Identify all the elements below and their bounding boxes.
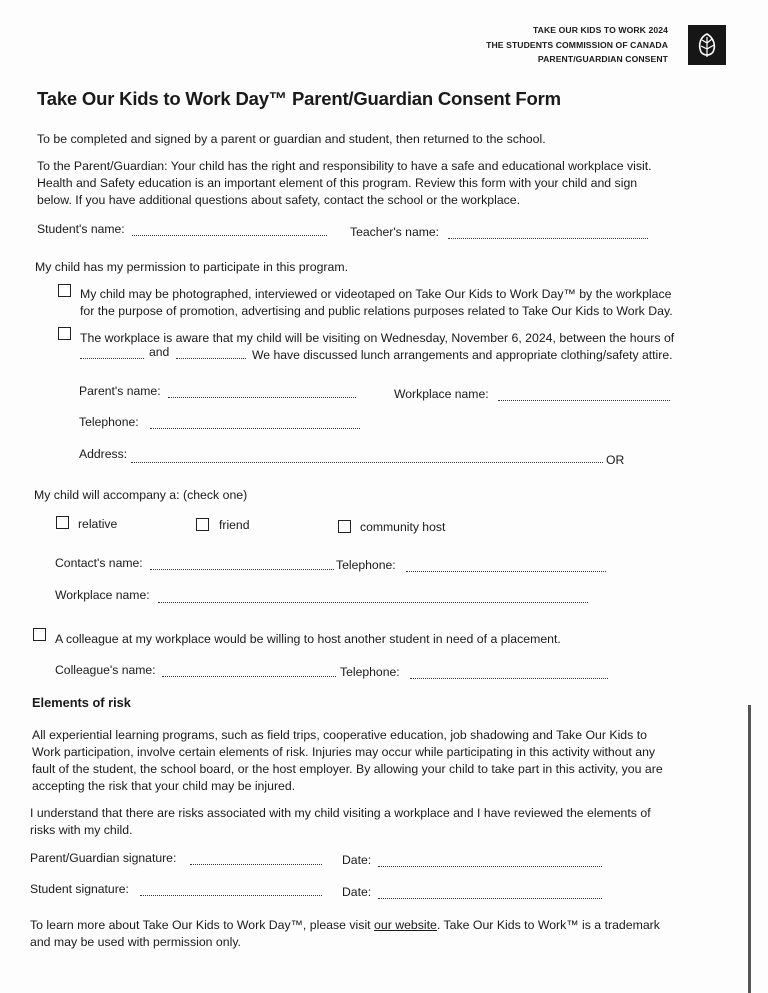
contact-name-label: Contact's name: xyxy=(55,556,143,570)
footer-line-1 xyxy=(30,917,660,933)
accompany-workplace-field[interactable] xyxy=(158,602,588,603)
contact-telephone-field[interactable] xyxy=(406,571,606,572)
risk-line-3: fault of the student, the school board, or the host employer. By allowing your child to take part in this activity, you are xyxy=(32,762,663,776)
address-field[interactable] xyxy=(131,462,603,463)
footer-text-post: . Take Our Kids to Work™ is a trademark xyxy=(436,918,660,932)
relative-checkbox[interactable] xyxy=(56,516,69,529)
header-line-1: TAKE OUR KIDS TO WORK 2024 xyxy=(532,25,668,35)
risk-line-1: All experiential learning programs, such as field trips, cooperative education, job shadowing and Take Our Kids to xyxy=(32,728,647,742)
parent-telephone-field[interactable] xyxy=(150,428,360,429)
colleague-name-field[interactable] xyxy=(162,676,336,677)
community-host-label: community host xyxy=(360,520,446,534)
workplace-name-label: Workplace name: xyxy=(394,387,489,401)
page-title: Take Our Kids to Work Day™ Parent/Guardian Consent Form xyxy=(37,88,561,109)
parent-signature-field[interactable] xyxy=(190,864,322,865)
parent-date-label: Date: xyxy=(342,853,372,867)
workplace-aware-checkbox[interactable] xyxy=(58,327,71,340)
header-line-2: THE STUDENTS COMMISSION OF CANADA xyxy=(486,39,668,50)
intro-line-2: To the Parent/Guardian: Your child has the right and responsibility to have a safe and educational workplace visit. xyxy=(37,159,652,173)
student-signature-label: Student signature: xyxy=(30,882,129,896)
community-host-checkbox[interactable] xyxy=(338,520,351,533)
photo-consent-line-1: My child may be photographed, interviewed or videotaped on Take Our Kids to Work Day™ by the workplace xyxy=(80,287,672,301)
footer-line-2: and may be used with permission only. xyxy=(30,935,241,949)
and-text: and xyxy=(149,345,170,359)
intro-line-3: Health and Safety education is an important element of this program. Review this form with your child and sign xyxy=(37,176,638,190)
student-name-field[interactable] xyxy=(132,235,327,236)
student-date-field[interactable] xyxy=(378,898,602,899)
photo-consent-checkbox[interactable] xyxy=(58,284,71,297)
footer-text-pre: To learn more about Take Our Kids to Work Day™, please visit xyxy=(30,918,375,932)
friend-checkbox[interactable] xyxy=(196,518,209,531)
workplace-name-field[interactable] xyxy=(498,400,670,401)
contact-telephone-label: Telephone: xyxy=(336,558,396,572)
risk-heading: Elements of risk xyxy=(32,695,131,710)
workplace-aware-line-2: We have discussed lunch arrangements and appropriate clothing/safety attire. xyxy=(252,348,673,362)
parent-name-label: Parent's name: xyxy=(79,384,161,398)
accompany-workplace-label: Workplace name: xyxy=(55,588,150,602)
contact-name-field[interactable] xyxy=(150,569,334,570)
colleague-telephone-field[interactable] xyxy=(410,678,608,679)
risk-line-2: Work participation, involve certain elements of risk. Injuries may occur while participating in this activity without any xyxy=(32,745,656,759)
leaf-emblem-icon xyxy=(688,25,726,65)
parent-signature-label: Parent/Guardian signature: xyxy=(30,851,177,865)
photo-consent-line-2: for the purpose of promotion, advertising and public relations purposes related to Take Our Kids to Work Day. xyxy=(80,304,673,318)
start-time-field[interactable] xyxy=(80,358,144,359)
website-link[interactable]: our website xyxy=(374,918,437,932)
parent-date-field[interactable] xyxy=(378,866,602,867)
colleague-host-checkbox[interactable] xyxy=(33,628,46,641)
intro-line-4: below. If you have additional questions about safety, contact the school or the workplace. xyxy=(37,193,521,207)
friend-label: friend xyxy=(219,518,250,532)
header-line-3: PARENT/GUARDIAN CONSENT xyxy=(537,54,668,64)
student-signature-field[interactable] xyxy=(140,895,322,896)
end-time-field[interactable] xyxy=(176,358,246,359)
parent-name-field[interactable] xyxy=(168,397,356,398)
teacher-name-label: Teacher's name: xyxy=(350,225,440,239)
risk-line-4: accepting the risk that your child may be injured. xyxy=(32,779,296,793)
colleague-name-label: Colleague's name: xyxy=(55,663,156,677)
teacher-name-field[interactable] xyxy=(448,238,648,239)
student-date-label: Date: xyxy=(342,885,372,899)
colleague-host-text: A colleague at my workplace would be willing to host another student in need of a placement. xyxy=(55,632,561,646)
accompany-prompt: My child will accompany a: (check one) xyxy=(34,488,248,502)
relative-label: relative xyxy=(78,517,118,531)
or-text: OR xyxy=(606,453,625,467)
workplace-aware-line-1: The workplace is aware that my child will be visiting on Wednesday, November 6, 2024, between the hours of xyxy=(80,331,675,345)
permission-text: My child has my permission to participate in this program. xyxy=(35,260,349,274)
risk-ack-line-2: risks with my child. xyxy=(30,823,133,837)
student-name-label: Student's name: xyxy=(37,222,125,236)
colleague-telephone-label: Telephone: xyxy=(340,665,400,679)
address-label: Address: xyxy=(79,447,128,461)
scan-edge xyxy=(748,705,751,993)
parent-telephone-label: Telephone: xyxy=(79,415,139,429)
risk-ack-line-1: I understand that there are risks associated with my child visiting a workplace and I have reviewed the elements of xyxy=(30,806,651,820)
intro-line-1: To be completed and signed by a parent or guardian and student, then returned to the school. xyxy=(37,132,546,146)
